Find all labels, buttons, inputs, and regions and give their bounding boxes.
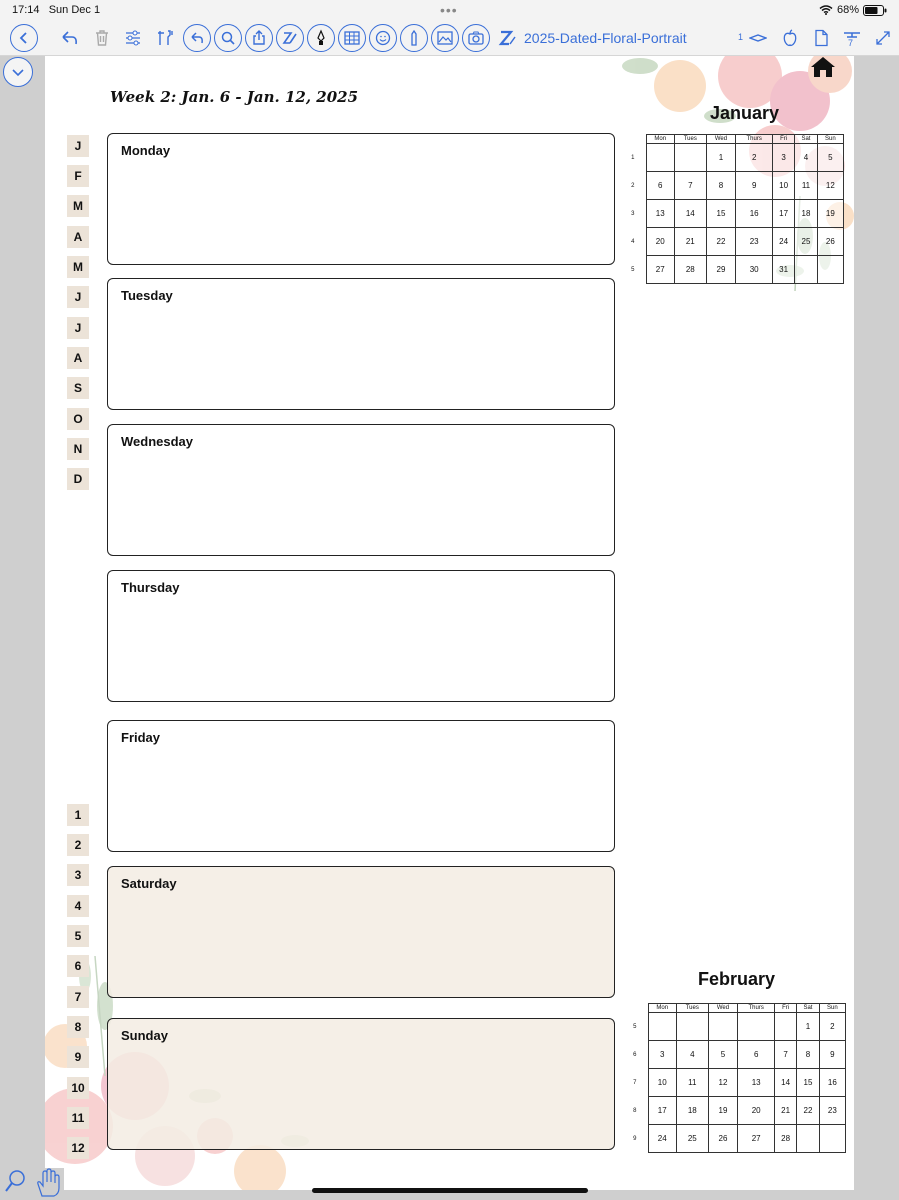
calendar-day[interactable]: 22 (797, 1097, 819, 1125)
calendar-day[interactable]: 23 (736, 228, 773, 256)
weekday-header: Tues (674, 135, 706, 144)
calendar-week-row (620, 200, 844, 228)
week-number[interactable]: 9 (622, 1125, 648, 1153)
calendar-day[interactable]: 8 (706, 172, 736, 200)
weekday-header: Wed (706, 135, 736, 144)
undo-icon[interactable] (55, 24, 83, 52)
calendar-day[interactable]: 27 (646, 256, 674, 284)
calendar-day[interactable]: 27 (738, 1125, 775, 1153)
month-tab-oct[interactable]: O (67, 408, 89, 430)
top-toolbar (0, 0, 899, 56)
calendar-day[interactable]: 26 (708, 1125, 738, 1153)
pen-z-icon[interactable] (276, 24, 304, 52)
week-tab-9[interactable]: 9 (67, 1046, 89, 1068)
calendar-day[interactable]: 4 (676, 1041, 708, 1069)
share-icon[interactable] (245, 24, 273, 52)
calendar-day[interactable]: 13 (738, 1069, 775, 1097)
day-label: Thursday (121, 580, 180, 595)
calendar-day[interactable]: 4 (795, 144, 817, 172)
month-tab-sep[interactable]: S (67, 377, 89, 399)
calendar-day[interactable]: 7 (674, 172, 706, 200)
battery-percent: 68% (836, 4, 859, 16)
calendar-week-row (622, 1013, 846, 1041)
week-tab-12[interactable]: 12 (67, 1137, 89, 1159)
week-number[interactable]: 4 (620, 228, 646, 256)
calendar-day (775, 1013, 797, 1041)
month-tab-jan[interactable]: J (67, 135, 89, 157)
calendar-day[interactable]: 9 (819, 1041, 845, 1069)
weekday-header: Thurs (738, 1004, 775, 1013)
day-box-friday[interactable] (107, 720, 615, 852)
weekday-header: Sun (817, 135, 843, 144)
calendar-day[interactable]: 16 (819, 1069, 845, 1097)
calendar-day[interactable]: 21 (775, 1097, 797, 1125)
calendar-day[interactable]: 14 (775, 1069, 797, 1097)
calendar-week-row (622, 1125, 846, 1153)
calendar-day (676, 1013, 708, 1041)
status-date: Sun Dec 1 (48, 4, 101, 16)
home-icon[interactable] (810, 56, 836, 78)
calendar-day[interactable]: 20 (738, 1097, 775, 1125)
day-label: Tuesday (121, 288, 173, 303)
weekday-header: Wed (708, 1004, 738, 1013)
week-number-header (620, 135, 646, 144)
february-title[interactable]: February (698, 969, 776, 989)
week-tab-3[interactable]: 3 (67, 864, 89, 886)
page-count: 7 (848, 38, 854, 48)
calendar-day[interactable]: 18 (676, 1097, 708, 1125)
calendar-day[interactable]: 1 (706, 144, 736, 172)
calendar-day (674, 144, 706, 172)
week-tab-10[interactable]: 10 (67, 1077, 89, 1099)
search-icon[interactable] (214, 24, 242, 52)
calendar-day[interactable]: 2 (819, 1013, 845, 1041)
week-number[interactable]: 1 (620, 144, 646, 172)
emoji-icon[interactable] (369, 24, 397, 52)
week-tab-8[interactable]: 8 (67, 1016, 89, 1038)
weekday-header: Mon (646, 135, 674, 144)
calendar-week-row (620, 228, 844, 256)
settings-sliders-icon[interactable] (119, 24, 147, 52)
calendar-day[interactable]: 21 (674, 228, 706, 256)
calendar-day[interactable]: 12 (817, 172, 843, 200)
calendar-day[interactable]: 1 (797, 1013, 819, 1041)
z-logo-icon[interactable] (493, 24, 521, 52)
calendar-day[interactable]: 16 (736, 200, 773, 228)
calendar-day[interactable]: 11 (795, 172, 817, 200)
calendar-day[interactable]: 6 (646, 172, 674, 200)
calendar-day[interactable]: 22 (706, 228, 736, 256)
calendar-day (819, 1125, 845, 1153)
status-right (819, 4, 887, 16)
calendar-day[interactable]: 6 (738, 1041, 775, 1069)
image-icon[interactable] (431, 24, 459, 52)
weekday-header: Mon (648, 1004, 676, 1013)
calendar-day[interactable]: 28 (674, 256, 706, 284)
week-tab-4[interactable]: 4 (67, 895, 89, 917)
calendar-day[interactable]: 24 (648, 1125, 676, 1153)
day-box-wednesday[interactable] (107, 424, 615, 556)
calendar-day[interactable]: 25 (795, 228, 817, 256)
february-calendar (622, 1003, 846, 1153)
calendar-day[interactable]: 3 (648, 1041, 676, 1069)
wifi-icon (819, 5, 833, 15)
january-title[interactable]: January (710, 103, 780, 123)
calendar-day[interactable]: 2 (736, 144, 773, 172)
week-tab-7[interactable]: 7 (67, 986, 89, 1008)
month-tab-apr[interactable]: A (67, 226, 89, 248)
week-number-header (622, 1004, 648, 1013)
day-box-thursday[interactable] (107, 570, 615, 702)
month-tab-mar[interactable]: M (67, 195, 89, 217)
zoom-search-icon[interactable] (4, 1168, 28, 1196)
month-tab-feb[interactable]: F (67, 165, 89, 187)
month-tab-aug[interactable]: A (67, 347, 89, 369)
calendar-day[interactable]: 28 (775, 1125, 797, 1153)
battery-icon (863, 5, 887, 16)
week-tab-11[interactable]: 11 (67, 1107, 89, 1129)
month-tab-jul[interactable]: J (67, 317, 89, 339)
week-number[interactable]: 5 (622, 1013, 648, 1041)
week-title: Week 2: Jan. 6 - Jan. 12, 2025 (110, 88, 359, 106)
day-label: Friday (121, 730, 161, 745)
pencil-icon[interactable] (400, 24, 428, 52)
calendar-day[interactable]: 10 (648, 1069, 676, 1097)
undo-circle-icon[interactable] (183, 24, 211, 52)
weekday-header: Fri (773, 135, 795, 144)
tools-icon[interactable] (151, 24, 179, 52)
calendar-day[interactable]: 19 (817, 200, 843, 228)
week-number[interactable]: 7 (622, 1069, 648, 1097)
day-box-tuesday[interactable] (107, 278, 615, 410)
month-tab-jun[interactable]: J (67, 286, 89, 308)
calendar-week-row (620, 256, 844, 284)
hand-tool-icon[interactable] (34, 1168, 62, 1198)
fountain-pen-icon[interactable] (307, 24, 335, 52)
calendar-day[interactable]: 3 (773, 144, 795, 172)
calendar-week-row (620, 144, 844, 172)
weekday-header: Sat (797, 1004, 819, 1013)
home-indicator[interactable] (312, 1188, 588, 1193)
calendar-day[interactable]: 19 (708, 1097, 738, 1125)
calendar-day[interactable]: 11 (676, 1069, 708, 1097)
day-label: Monday (121, 143, 171, 158)
day-box-monday[interactable] (107, 133, 615, 265)
apple-icon[interactable] (776, 24, 804, 52)
calendar-day[interactable]: 13 (646, 200, 674, 228)
calendar-day[interactable]: 31 (773, 256, 795, 284)
calendar-day[interactable]: 24 (773, 228, 795, 256)
month-tab-may[interactable]: M (67, 256, 89, 278)
calendar-day[interactable]: 25 (676, 1125, 708, 1153)
week-tab-2[interactable]: 2 (67, 834, 89, 856)
week-number[interactable]: 6 (622, 1041, 648, 1069)
multitask-dots-icon[interactable]: ••• (440, 2, 458, 18)
calendar-day[interactable]: 14 (674, 200, 706, 228)
table-icon[interactable] (338, 24, 366, 52)
document-title[interactable]: 2025-Dated-Floral-Portrait (524, 30, 687, 46)
calendar-day[interactable]: 30 (736, 256, 773, 284)
camera-icon[interactable] (462, 24, 490, 52)
page-icon[interactable] (807, 24, 835, 52)
collapse-sidebar-icon[interactable] (3, 57, 33, 87)
week-tab-1[interactable]: 1 (67, 804, 89, 826)
month-tab-dec[interactable]: D (67, 468, 89, 490)
trash-icon[interactable] (88, 24, 116, 52)
planner-page (45, 56, 854, 1190)
calendar-week-row (622, 1041, 846, 1069)
calendar-day (738, 1013, 775, 1041)
page-indicator: 1 (738, 32, 744, 42)
bottom-tools (0, 1168, 64, 1200)
weekday-header: Thurs (736, 135, 773, 144)
calendar-day[interactable]: 17 (648, 1097, 676, 1125)
calendar-day[interactable]: 15 (797, 1069, 819, 1097)
page-nav-icon[interactable] (744, 24, 772, 52)
calendar-week-row (622, 1097, 846, 1125)
day-label: Wednesday (121, 434, 194, 449)
month-tab-nov[interactable]: N (67, 438, 89, 460)
calendar-week-row (620, 172, 844, 200)
calendar-day[interactable]: 29 (706, 256, 736, 284)
status-time-date (12, 4, 100, 16)
calendar-day (797, 1125, 819, 1153)
calendar-day[interactable]: 26 (817, 228, 843, 256)
calendar-day[interactable]: 5 (708, 1041, 738, 1069)
day-label: Sunday (121, 1028, 168, 1043)
calendar-day (817, 256, 843, 284)
calendar-day[interactable]: 10 (773, 172, 795, 200)
calendar-day[interactable]: 7 (775, 1041, 797, 1069)
calendar-day[interactable]: 8 (797, 1041, 819, 1069)
weekday-header: Fri (775, 1004, 797, 1013)
calendar-day[interactable]: 15 (706, 200, 736, 228)
week-tab-5[interactable]: 5 (67, 925, 89, 947)
day-box-sunday[interactable] (107, 1018, 615, 1150)
weekday-header: Sat (795, 135, 817, 144)
calendar-week-row (622, 1069, 846, 1097)
week-number[interactable]: 8 (622, 1097, 648, 1125)
calendar-day[interactable]: 20 (646, 228, 674, 256)
status-time: 17:14 (12, 4, 40, 16)
back-icon[interactable] (10, 24, 38, 52)
calendar-day[interactable]: 9 (736, 172, 773, 200)
day-box-saturday[interactable] (107, 866, 615, 998)
january-calendar (620, 134, 844, 284)
calendar-day[interactable]: 23 (819, 1097, 845, 1125)
expand-icon[interactable] (869, 24, 897, 52)
weekday-header: Tues (676, 1004, 708, 1013)
calendar-day (795, 256, 817, 284)
week-number[interactable]: 3 (620, 200, 646, 228)
calendar-day[interactable]: 12 (708, 1069, 738, 1097)
week-tab-6[interactable]: 6 (67, 955, 89, 977)
calendar-day[interactable]: 17 (773, 200, 795, 228)
calendar-day[interactable]: 5 (817, 144, 843, 172)
day-label: Saturday (121, 876, 177, 891)
calendar-day (646, 144, 674, 172)
week-number[interactable]: 2 (620, 172, 646, 200)
calendar-day (708, 1013, 738, 1041)
week-number[interactable]: 5 (620, 256, 646, 284)
calendar-day (648, 1013, 676, 1041)
calendar-day[interactable]: 18 (795, 200, 817, 228)
weekday-header: Sun (819, 1004, 845, 1013)
